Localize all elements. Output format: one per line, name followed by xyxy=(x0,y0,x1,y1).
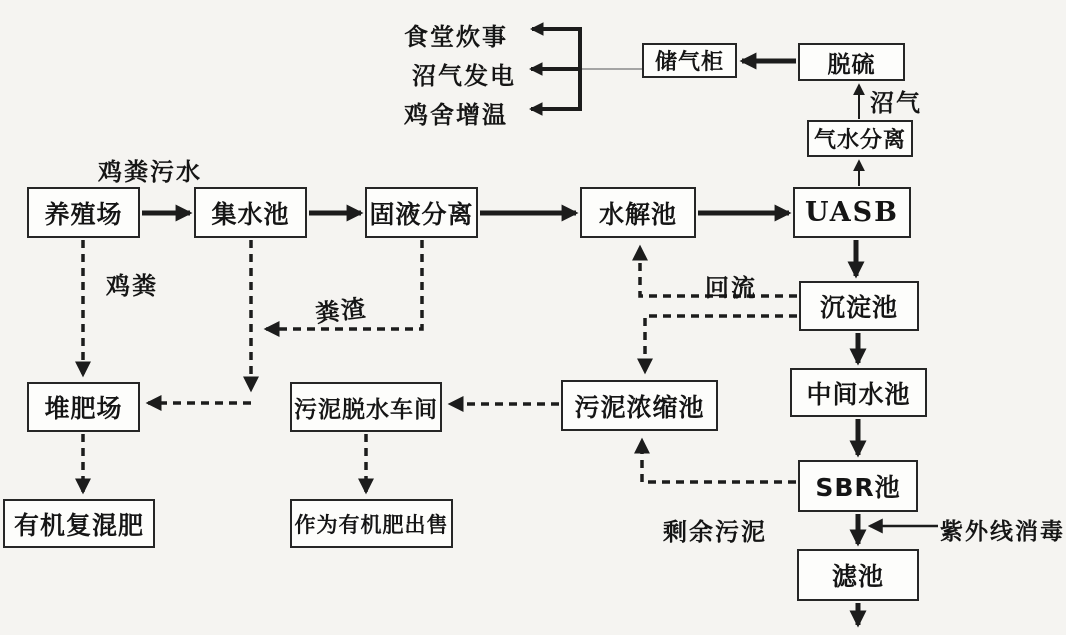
node-collection-pool: 集水池 xyxy=(194,187,307,238)
dashed-sbr-excess-sludge-to-thickening xyxy=(642,440,796,482)
label-chicken-manure: 鸡粪 xyxy=(106,272,158,300)
label-coop-heating: 鸡舍增温 xyxy=(404,101,508,129)
node-desulfurization: 脱硫 xyxy=(798,43,905,81)
node-sludge-thickening-pool: 污泥浓缩池 xyxy=(561,380,718,431)
node-intermediate-pool: 中间水池 xyxy=(790,368,927,417)
label-canteen-cooking: 食堂炊事 xyxy=(404,23,508,51)
node-hydrolysis-pool: 水解池 xyxy=(580,187,696,238)
node-gas-storage-tank: 储气柜 xyxy=(642,43,737,78)
node-solid-liquid-separation: 固液分离 xyxy=(365,187,478,238)
dashed-sedimentation-to-thickening xyxy=(645,316,797,372)
label-manure-residue: 粪渣 xyxy=(313,293,369,329)
node-sedimentation-pool: 沉淀池 xyxy=(799,281,919,331)
label-chicken-manure-sewage: 鸡粪污水 xyxy=(98,158,202,186)
node-uasb: UASB xyxy=(793,187,911,238)
node-filter-pool: 滤池 xyxy=(797,549,919,601)
node-organic-compound-fertilizer: 有机复混肥 xyxy=(3,499,155,548)
label-reflux: 回流 xyxy=(705,274,757,302)
node-composting-site: 堆肥场 xyxy=(27,382,140,432)
node-sbr-pool: SBR池 xyxy=(798,460,918,512)
label-biogas-power-generation: 沼气发电 xyxy=(412,62,516,90)
label-uv-disinfection: 紫外线消毒 xyxy=(940,519,1065,545)
label-biogas: 沼气 xyxy=(870,89,922,117)
node-sold-as-organic-fertilizer: 作为有机肥出售 xyxy=(290,499,453,548)
node-sludge-dewatering-workshop: 污泥脱水车间 xyxy=(290,382,442,432)
label-excess-sludge: 剩余污泥 xyxy=(663,518,767,546)
node-gas-water-separation: 气水分离 xyxy=(807,120,913,157)
node-farm: 养殖场 xyxy=(27,187,140,238)
